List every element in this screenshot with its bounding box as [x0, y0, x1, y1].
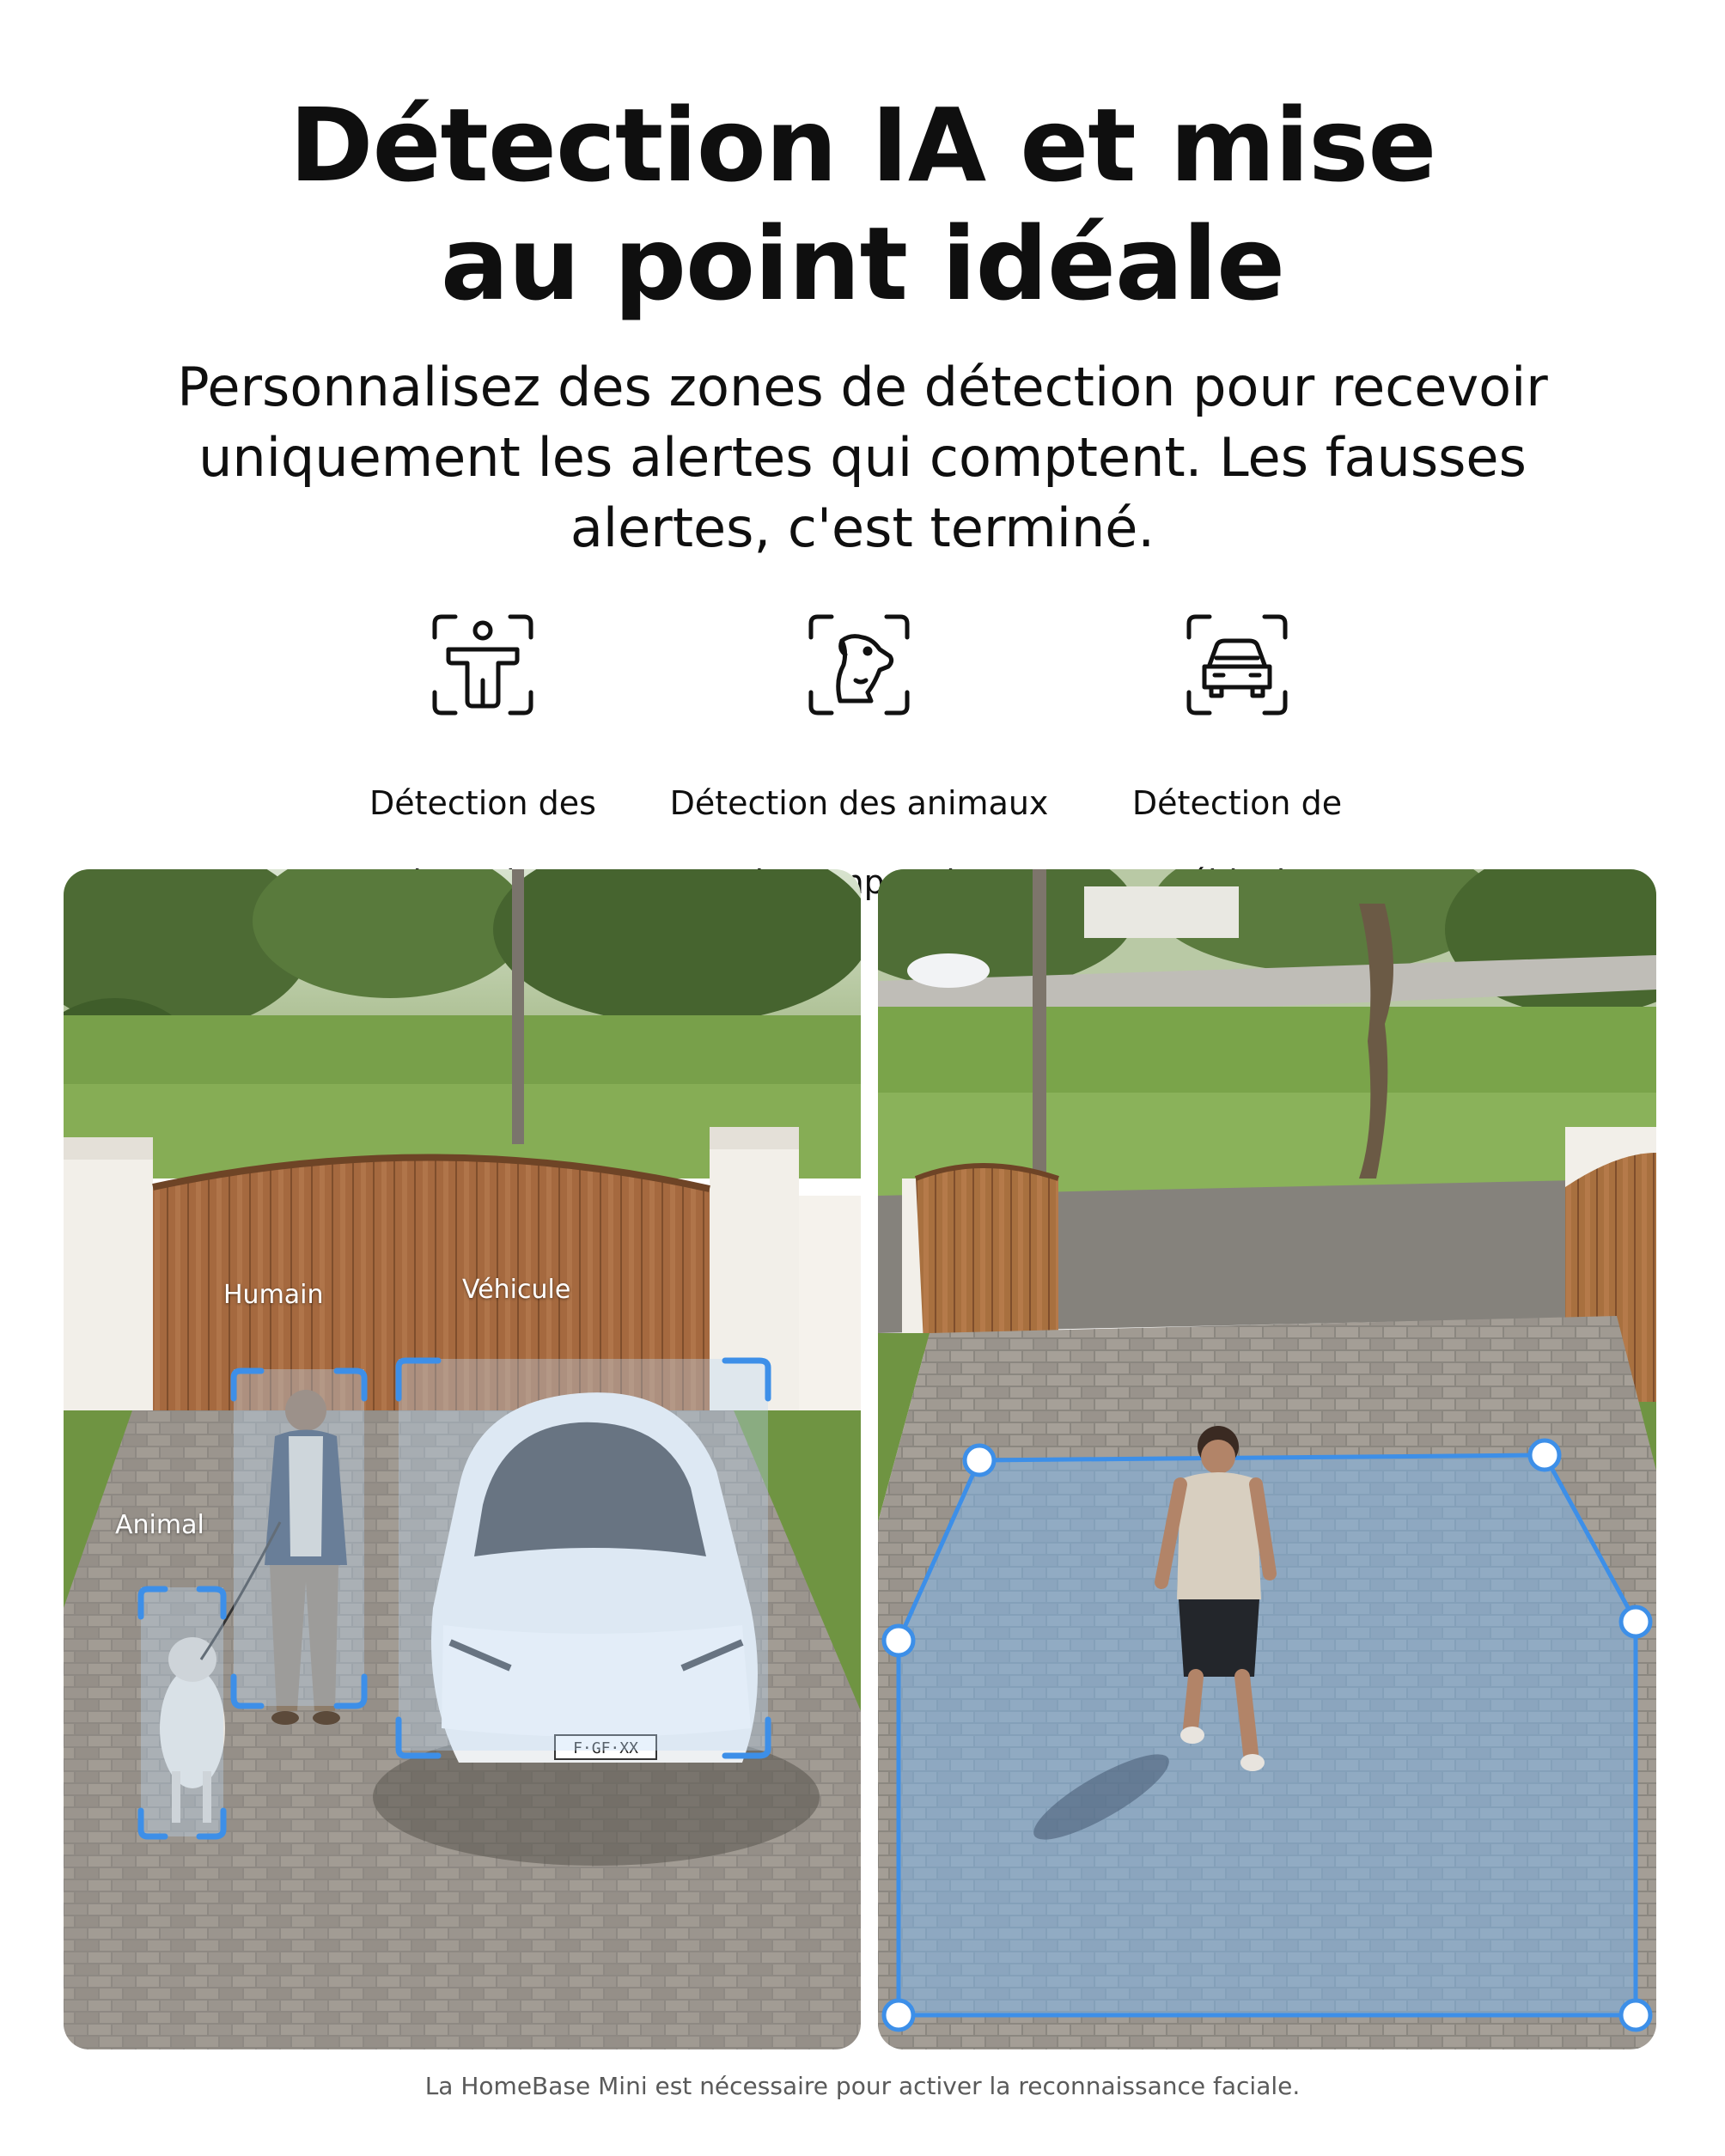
feature-human-label-line-1: Détection des: [369, 784, 596, 822]
vehicle-detection-tag: Véhicule: [462, 1275, 571, 1305]
feature-vehicle-detection: [1014, 612, 1460, 902]
feature-vehicle-label-line-1: Détection de: [1131, 784, 1343, 822]
page-title: [0, 86, 1725, 323]
title-line-1: Détection IA et mise: [289, 86, 1436, 204]
detection-zone-photo: [878, 869, 1656, 2049]
detection-zone-scene-illustration: [878, 869, 1656, 2049]
animal-detection-tag: Animal: [115, 1510, 204, 1540]
zone-handle-mid-right[interactable]: [1621, 1607, 1650, 1636]
zone-handle-bottom-left[interactable]: [884, 2001, 913, 2030]
zone-handle-bottom-right[interactable]: [1621, 2001, 1650, 2030]
zone-handle-top-left[interactable]: [965, 1446, 994, 1475]
title-line-2: au point idéale: [440, 204, 1285, 323]
subtitle-line-1: Personnalisez des zones de détection pour recevoir: [177, 356, 1548, 418]
subtitle-line-3: alertes, c'est terminé.: [570, 496, 1155, 559]
human-detection-icon: [430, 612, 536, 718]
pet-detection-icon: [806, 612, 912, 718]
license-plate-text: F·GF·XX: [573, 1739, 638, 1757]
vehicle-detection-icon: [1184, 612, 1290, 718]
feature-pet-label-line-1: Détection des animaux: [669, 784, 1049, 822]
subtitle-line-2: uniquement les alertes qui comptent. Les fausses: [198, 426, 1527, 489]
feature-list: [0, 612, 1725, 844]
zone-handle-mid-left[interactable]: [884, 1626, 913, 1655]
page-subtitle: [69, 352, 1656, 563]
human-detection-tag: Humain: [223, 1280, 324, 1310]
footnote: La HomeBase Mini est nécessaire pour activer la reconnaissance faciale.: [424, 2072, 1301, 2100]
ai-detection-photo: [64, 869, 861, 2049]
driveway-scene-illustration: [64, 869, 861, 2049]
zone-handle-top-right[interactable]: [1530, 1440, 1559, 1470]
